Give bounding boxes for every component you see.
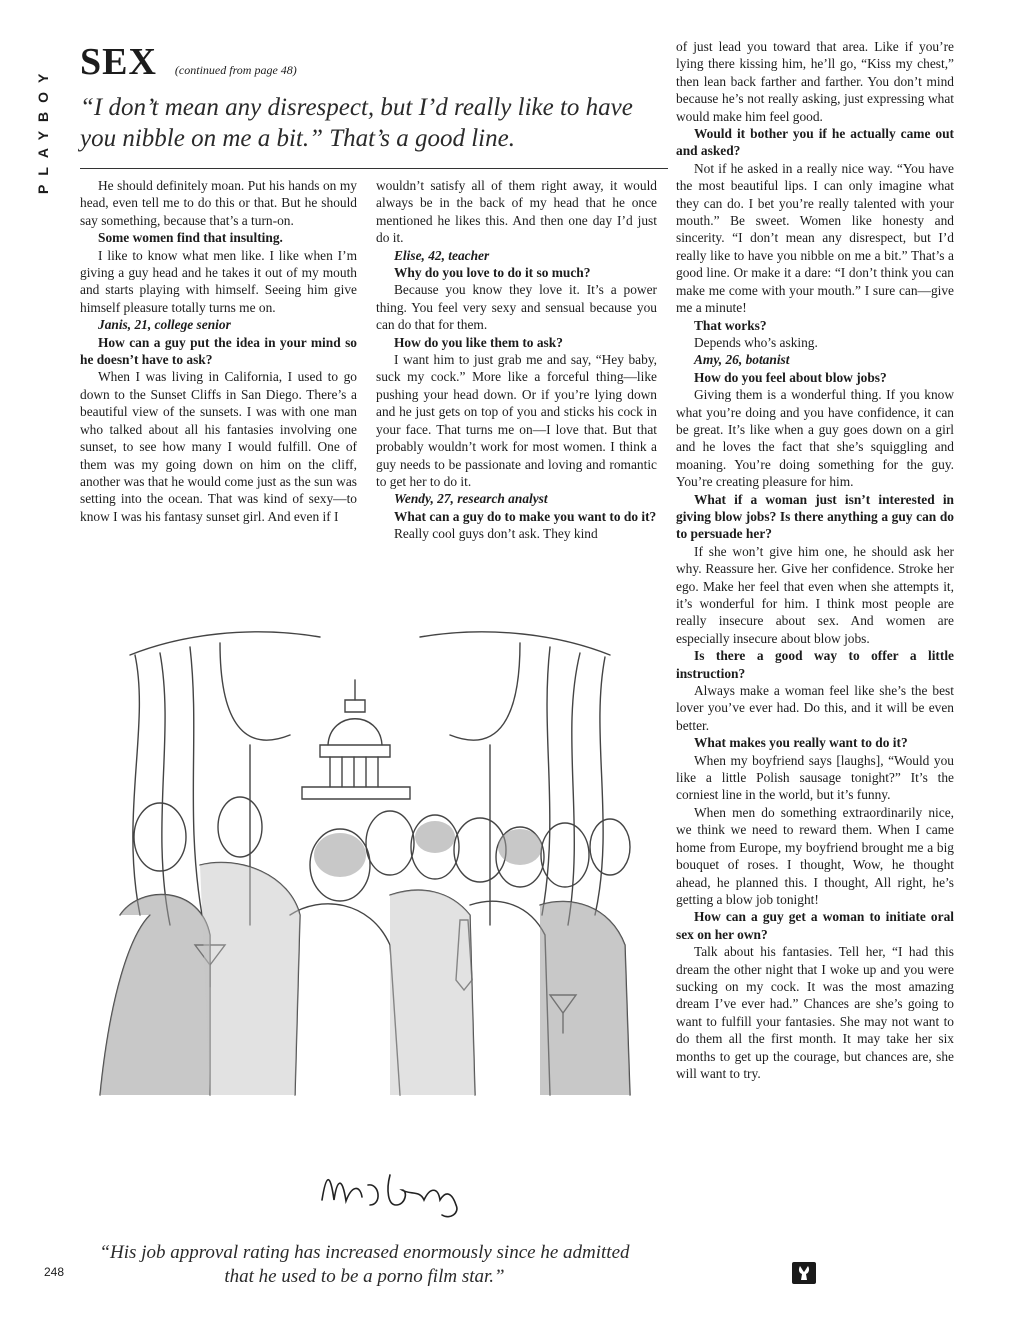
interviewee-credit: Elise, 42, teacher [394, 247, 490, 263]
interview-question: What can a guy do to make you want to do it? [394, 508, 657, 524]
interview-answer: If she won’t give him one, he should ask her why. Reassure her. Give her confidence. Stroke her ego. Make her feel that even when she attempts it, it’s wonderful for him. I think most people are really insecure about sex. And women are especially insecure about blow jobs. [676, 543, 954, 646]
interview-question: Is there a good way to offer a little instruction? [676, 648, 954, 681]
interview-question: Some women find that insulting. [98, 230, 283, 246]
continued-note: (continued from page 48) [174, 63, 297, 77]
interview-answer: Giving them is a wonderful thing. If you know what you’re doing and you have confidence, it can be great. It’s like when a guy goes down on a girl and he loves the fact that she’s squiggling and moaning. You’re doing something for the guy. You’re creating pleasure for him. [676, 387, 954, 490]
interview-answer: When men do something extraordinarily nice, we think we need to reward them. When I came home from Europe, my boyfriend brought me a big bouquet of roses. I thought, Wow, he thought ahead, he planned this. I thought, All right, he’s getting a blow job tonight! [676, 804, 954, 907]
magazine-name-text: PLAYBOY [35, 64, 51, 194]
magazine-name [36, 44, 76, 194]
rabbit-head-icon [792, 1262, 816, 1284]
interview-answer: Always make a woman feel like she’s the best lover you’ve ever had. Do this, and it will be even better. [676, 683, 954, 733]
pull-quote: “I don’t mean any disrespect, but I’d really like to have you nibble on me a bit.” That’s a good line. [80, 94, 633, 152]
interview-question: How do you feel about blow jobs? [694, 369, 887, 385]
interview-question: Why do you love to do it so much? [394, 265, 591, 281]
section-header [80, 40, 670, 84]
interview-question: How can a guy get a woman to initiate oral sex on her own? [676, 909, 954, 942]
interviewee-credit: Wendy, 27, research analyst [394, 491, 548, 507]
interview-answer: Talk about his fantasies. Tell her, “I had this dream the other night that I woke up and you were sucking on my cock. It was the most amazing dream I’ve ever had.” Chances are she’s going to want to fulfill your fantasies. She may not want to do them all the first month. It may take her six months to get up the courage, but chances are, she will want to try. [676, 944, 954, 1081]
article-column-1 [80, 177, 357, 525]
interview-answer: When I was living in California, I used to go down to the Sunset Cliffs in San Diego. There’s a beautiful view of the sunsets. I was with one man who talked about all his fantasies involving one sunset, to see how many I would fulfill. One of them was my going down on him on the cliff, another was that he would come just as the sun was setting into the ocean. That was kind of sexy—to know I was his fantasy sunset girl. And even if I [80, 369, 357, 524]
article-column-2 [376, 177, 657, 543]
answer-continued: wouldn’t satisfy all of them right away, it would always be in the back of my head that he once mentioned he likes this. And then one day I’d just do it. [376, 178, 657, 246]
cartoon-caption: “His job approval rating has increased enormously since he admitted that he used to be a porno film star.” [99, 1242, 630, 1287]
interviewee-credit: Amy, 26, botanist [694, 352, 790, 368]
interview-answer: When my boyfriend says [laughs], “Would you like a little Polish sausage tonight?” It’s the corniest line in the world, but it’s funny. [676, 752, 954, 803]
answer-continued: of just lead you toward that area. Like if you’re lying there kissing him, he’ll go, “Kiss my chest,” then lean back farther and farther. You don’t mind because he’s not really asking, just expressing what would make him feel good. [676, 39, 954, 124]
interview-question: How can a guy put the idea in your mind so he doesn’t have to ask? [80, 334, 357, 368]
interview-question: How do you like them to ask? [394, 334, 563, 350]
cartoon-signature [322, 1175, 457, 1217]
interview-answer: I like to know what men like. I like when I’m giving a guy head and he takes it out of my mouth and starts playing with himself. Seeing him give himself pleasure totally turns me on. [80, 247, 357, 315]
interview-question: What makes you really want to do it? [694, 735, 908, 751]
interview-answer: Really cool guys don’t ask. They kind [394, 526, 598, 542]
article-column-3 [676, 38, 954, 1082]
cartoon-illustration [90, 615, 650, 1235]
interview-answer: Not if he asked in a really nice way. “You have the most beautiful lips. I can only imagine what they can do. I bet you’re really talented with your mouth.” Be sweet. Women like honesty and sincerity. “I don’t mean any disrespect, but I’d really like to have you nibble on me a bit.” That’s a good line. Or make it a dare: “I don’t think you can make me come with your mouth.” I sure can—give me a minute! [676, 160, 954, 316]
header-divider [80, 168, 668, 169]
page-number: 248 [44, 1265, 65, 1279]
interview-answer: Depends who’s asking. [694, 334, 818, 350]
interview-question: What if a woman just isn’t interested in giving blow jobs? Is there anything a guy can do to persuade her? [676, 491, 954, 542]
interview-question: That works? [694, 317, 767, 333]
section-title: SEX [80, 41, 157, 83]
interviewee-credit: Janis, 21, college senior [98, 317, 231, 333]
interview-question: Would it bother you if he actually came out and asked? [676, 126, 954, 159]
interview-answer: I want him to just grab me and say, “Hey baby, suck my cock.” More like a forceful thing—like pushing your head down. Or if you’re lying down and he just gets on top of you and sticks his cock in your face. That turns me on—I love that. But that probably wouldn’t work for most women. I think a guy needs to be passionate and loving and romantic to get her to do it. [376, 352, 657, 489]
interview-answer: Because you know they love it. It’s a power thing. You feel very sexy and sensual because you can do that for them. [376, 282, 657, 333]
interview-answer: He should definitely moan. Put his hands on my head, even tell me to do this or that. But he should say something, because that’s a turn-on. [80, 178, 357, 228]
